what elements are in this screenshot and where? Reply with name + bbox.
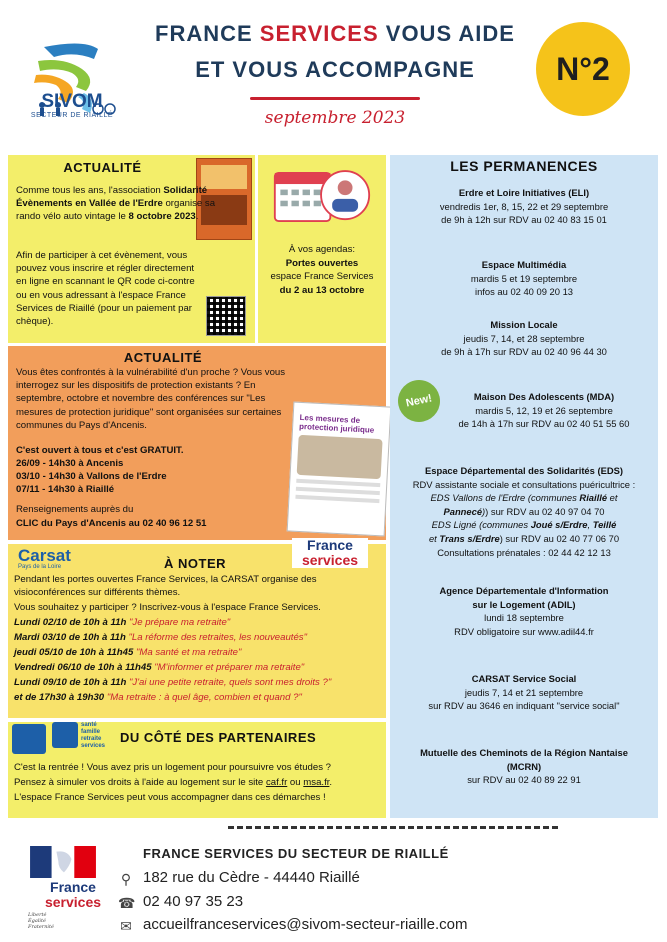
conference-flyer	[287, 402, 392, 537]
footer-phone[interactable]: 02 40 97 35 23	[143, 893, 244, 910]
new-badge: New!	[394, 376, 444, 426]
footer-divider	[228, 826, 558, 829]
actu2-text: Vous êtes confrontés à la vulnérabilité d'un proche ? Vous vous interrogez sur les dispositifs de protection existants ? En septembre, octobre et novembre des conférences sur "Les mesures de protection juridique" sont organisées sur certaines communes du Pays d'Ancenis.	[16, 367, 286, 431]
partners-text-3: L'espace France Services peut vous accompagner dans ces démarches !	[14, 792, 326, 803]
marianne-icon	[28, 846, 98, 878]
org-subtitle: SECTEUR DE RIAILLÉ	[30, 112, 114, 119]
perm-eli: Erdre et Loire Initiatives (ELI) vendredis 1er, 8, 15, 22 et 29 septembre de 9h à 12h sur RDV au 02 40 83 15 01	[439, 187, 609, 226]
footer-motto: Liberté Égalité Fraternité	[28, 912, 54, 930]
actu2-date-2: 03/10 - 14h30 à Vallons de l'Erdre	[16, 471, 167, 482]
partners-text-1: C'est la rentrée ! Vous avez pris un logement pour poursuivre vos études ?	[14, 762, 332, 773]
footer-email[interactable]: accueilfranceservices@sivom-secteur-riaille.com	[143, 916, 468, 933]
org-name: SIVOM	[41, 91, 103, 112]
permanences-heading: LES PERMANENCES	[450, 158, 598, 174]
msa-logo: santé famille retraite services	[52, 722, 112, 756]
session-4: Vendredi 06/10 de 10h à 11h45 "M'informer et préparer ma retraite"	[14, 662, 305, 673]
session-2: Mardi 03/10 de 10h à 11h "La réforme des retraites, les nouveautés"	[14, 632, 308, 643]
perm-mda: Maison Des Adolescents (MDA) mardis 5, 12, 19 et 26 septembre de 14h à 17h sur RDV au 02 40 51 55 60	[458, 391, 630, 430]
caf-link[interactable]: caf.fr	[265, 777, 288, 788]
actu2-heading: ACTUALITÉ	[123, 350, 203, 365]
session-6: et de 17h30 à 19h30 "Ma retraite : à quel âge, combien et quand ?"	[14, 692, 302, 703]
partners-heading: DU CÔTÉ DES PARTENAIRES	[120, 730, 317, 745]
carsat-logo: Carsat Pays de la Loire	[18, 546, 71, 570]
france-services-logo: France services	[292, 538, 368, 568]
perm-adil: Agence Départementale d'Information sur le Logement (ADIL) lundi 18 septembre RDV obligatoire sur www.adil44.fr	[439, 585, 609, 637]
perm-mcrn: Mutuelle des Cheminots de la Région Nantaise (MCRN) sur RDV au 02 40 89 22 91	[420, 747, 628, 786]
session-1: Lundi 02/10 de 10h à 11h "Je prépare ma retraite"	[14, 617, 231, 628]
footer-address: 182 rue du Cèdre - 44440 Riaillé	[143, 869, 360, 886]
footer-title: FRANCE SERVICES DU SECTEUR DE RIAILLÉ	[143, 846, 449, 861]
noter-text-2: Vous souhaitez y participer ? Inscrivez-vous à l'espace France Services.	[14, 602, 321, 613]
flyer-title: Les mesures de protection juridique	[298, 412, 375, 435]
title-rule	[250, 97, 420, 100]
msa-link[interactable]: msa.fr	[303, 777, 330, 788]
issue-number: N°2	[536, 22, 630, 116]
actu2-info: Renseignements auprès du	[16, 504, 134, 515]
perm-multimedia: Espace Multimédia mardis 5 et 19 septembre infos au 02 40 09 20 13	[470, 259, 578, 298]
page-title: FRANCE SERVICES VOUS AIDE ET VOUS ACCOMPAGNE	[155, 21, 515, 82]
perm-carsat: CARSAT Service Social jeudis 7, 14 et 21 septembre sur RDV au 3646 en indiquant "service social"	[428, 673, 620, 712]
noter-heading: À NOTER	[164, 556, 226, 571]
actu2-free: C'est ouvert à tous et c'est GRATUIT.	[16, 445, 184, 456]
perm-eds: Espace Départemental des Solidarités (EDS) RDV assistante sociale et consultations puéricultrice : EDS Vallons de l'Erdre (communes Riaillé et Pannecé)) sur RDV au 02 40 97 04 70 EDS Ligné (communes Joué s/Erdre, Teillé et Trans s/Erdre) sur RDV au 02 40 77 06 70 Consultations prénatales : 02 44 42 12 13	[412, 465, 636, 558]
sivom-logo	[24, 14, 120, 144]
perm-mission-locale: Mission Locale jeudis 7, 14, et 28 septembre de 9h à 17h sur RDV au 02 40 96 44 30	[441, 319, 607, 358]
session-3: jeudi 05/10 de 10h à 11h45 "Ma santé et ma retraite"	[14, 647, 242, 658]
issue-date: septembre 2023	[264, 108, 406, 128]
calendar-icon	[270, 160, 374, 234]
location-icon: ⚲	[120, 871, 132, 887]
phone-icon: ☎	[118, 895, 136, 911]
noter-text-1: Pendant les portes ouvertes France Services, la CARSAT organise des visioconférences sur différents thèmes.	[14, 574, 317, 599]
actu2-date-3: 07/11 - 14h30 à Riaillé	[16, 484, 115, 495]
caf-logo	[12, 724, 46, 754]
footer-logo-text: France services	[44, 879, 102, 910]
agenda-text: À vos agendas: Portes ouvertes espace France Services du 2 au 13 octobre	[270, 244, 374, 296]
partners-text-2: Pensez à simuler vos droits à l'aide au logement sur le site caf.fr ou msa.fr.	[14, 777, 333, 788]
actu1-text-2: Afin de participer à cet évènement, vous pouvez vous inscrire et régler directement en ligne en scannant le QR code ci-contre ou en vous adressant à l'espace France Services de Riaillé (pour un paiement par chèque).	[16, 250, 195, 328]
email-icon: ✉	[120, 918, 132, 934]
qr-code[interactable]	[206, 296, 246, 336]
actu1-heading: ACTUALITÉ	[63, 160, 142, 175]
actu2-clic: CLIC du Pays d'Ancenis au 02 40 96 12 51	[16, 518, 207, 529]
actu1-text: Comme tous les ans, l'association Solidarité Évènements en Vallée de l'Erdre organise sa rando vélo auto vintage le 8 octobre 2023.	[16, 185, 216, 223]
actu2-date-1: 26/09 - 14h30 à Ancenis	[16, 458, 124, 469]
session-5: Lundi 09/10 de 10h à 11h "J'ai une petite retraite, quels sont mes droits ?"	[14, 677, 332, 688]
